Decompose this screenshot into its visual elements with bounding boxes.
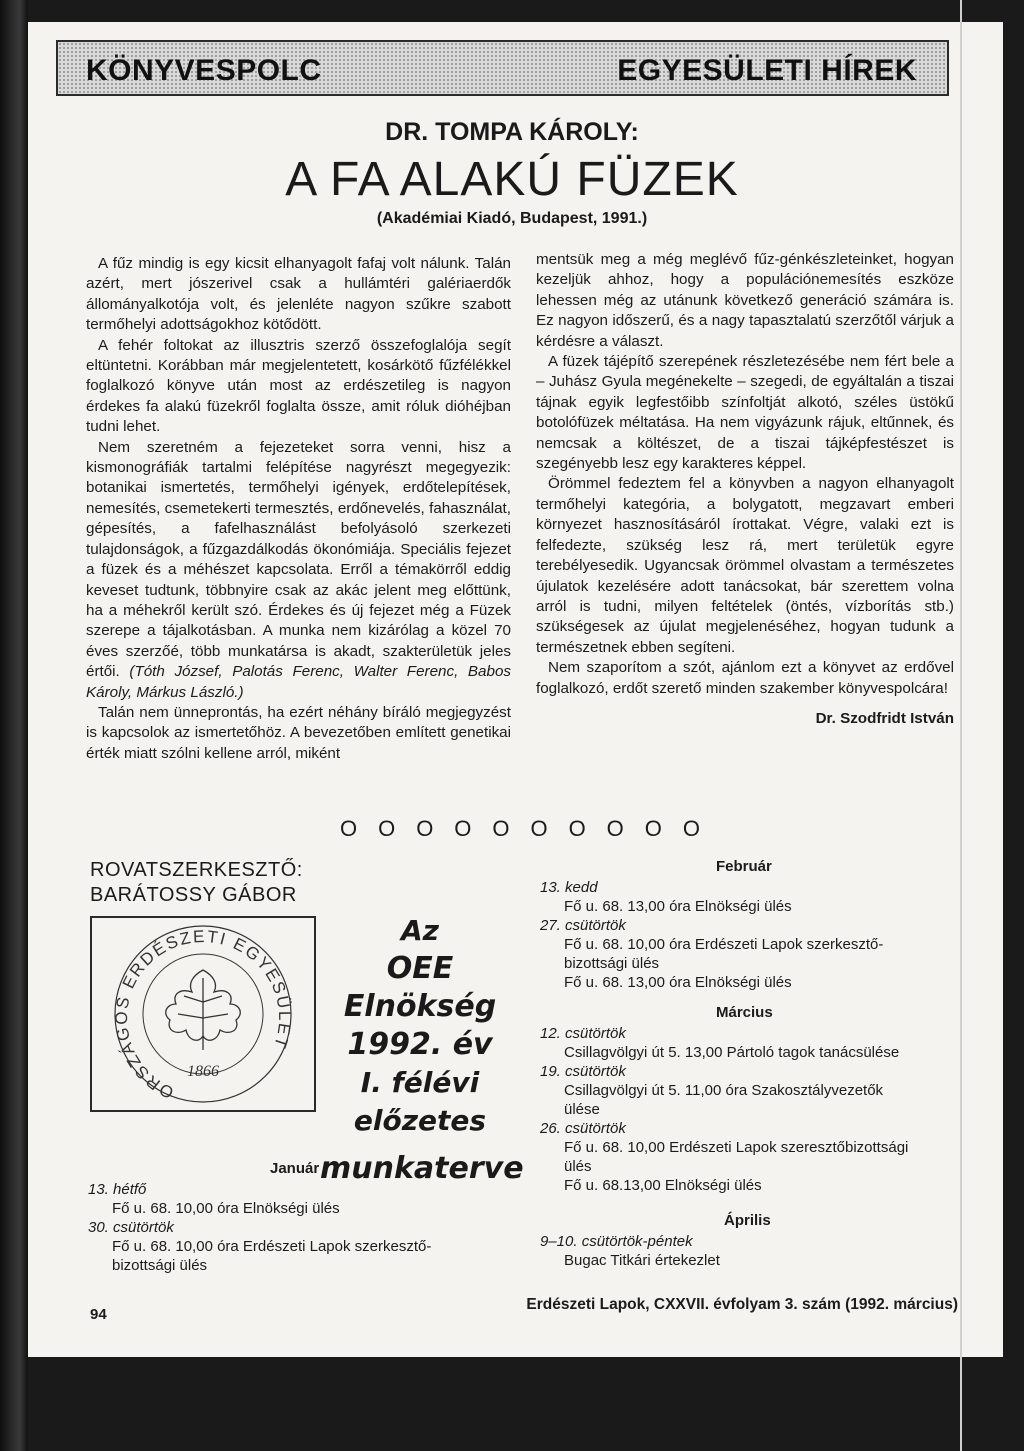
event-line: Fő u. 68. 13,00 óra Elnökségi ülés <box>564 898 792 915</box>
oak-leaf-icon <box>166 970 241 1050</box>
editor-role: ROVATSZERKESZTŐ: <box>90 859 303 881</box>
event-line: bizottsági ülés <box>564 955 660 972</box>
review-column-right <box>536 250 954 729</box>
section-title-right: EGYESÜLETI HÍREK <box>617 54 917 87</box>
schedule-event <box>88 1180 431 1275</box>
coauthors: (Tóth József, Palotás Ferenc, Walter Ferenc, Babos Károly, Márkus László.) <box>86 663 511 701</box>
schedule-event <box>540 878 883 992</box>
seal-ring-text: ORSZÁGOS ERDÉSZETI EGYESÜLET <box>111 926 295 1103</box>
event-line: Bugac Titkári értekezlet <box>564 1252 720 1269</box>
review-publisher: (Akadémiai Kiadó, Budapest, 1991.) <box>376 210 648 227</box>
event-line: ülése <box>564 1101 600 1118</box>
schedule-title-line: előzetes <box>353 1104 487 1137</box>
event-line: Fő u. 68. 10,00 Erdészeti Lapok szeresztőbizottsági <box>564 1139 909 1156</box>
editor-name: BARÁTOSSY GÁBOR <box>90 884 297 906</box>
paragraph: mentsük meg a még meglévő fűz-génkészleteinket, hogyan kezeljük ahhoz, hogy a populációnemesítés eszköze lehessen még az utánunk következő generáció számára is. Ez nagyon időszerű, és a nagy tapasztalatú szerzőtől várjuk a kérdésre a választ. <box>536 251 954 350</box>
review-author: DR. TOMPA KÁROLY: <box>385 118 639 146</box>
event-line: bizottsági ülés <box>112 1257 208 1274</box>
section-title-left: KÖNYVESPOLC <box>86 54 322 87</box>
separator-circle: O <box>416 816 434 841</box>
event-date: 9–10. csütörtök-péntek <box>540 1233 693 1250</box>
separator-circle: O <box>606 816 624 841</box>
month-heading-marcius: Március <box>716 1004 773 1021</box>
event-date: 27. csütörtök <box>540 917 626 934</box>
paragraph <box>86 438 511 703</box>
schedule-title-line: Az <box>401 914 439 947</box>
month-heading-aprilis: Április <box>724 1212 771 1229</box>
seal-year: 1866 <box>187 1063 219 1080</box>
event-line: Fő u. 68. 10,00 óra Elnökségi ülés <box>112 1200 340 1217</box>
event-date: 19. csütörtök <box>540 1063 626 1080</box>
schedule-event <box>540 1024 908 1195</box>
event-line: Fő u. 68. 13,00 óra Elnökségi ülés <box>564 974 792 991</box>
association-logo-box <box>90 916 316 1112</box>
paragraph: Nem szaporítom a szót, ajánlom ezt a könyvet az erdővel foglalkozó, erdőt szerető minden szakember könyvespolcára! <box>536 659 954 697</box>
section-header-bar <box>56 40 949 96</box>
event-line: ülés <box>564 1158 592 1175</box>
review-title: A FA ALAKÚ FÜZEK <box>285 153 739 206</box>
separator-circle: O <box>682 816 700 841</box>
separator-circle: O <box>378 816 396 841</box>
separator-circles <box>340 816 700 842</box>
separator-circle: O <box>340 816 358 841</box>
event-line: Fő u. 68.13,00 Elnökségi ülés <box>564 1177 762 1194</box>
paragraph: A füzek tájépítő szerepének részletezésébe nem fért bele a – Juhász Gyula megénekelte – szegedi, de egyáltalán a tiszai tájnak egyik legfestőibb színfoltját alkotó, széles üstökű botolófüzek méltatása. Ha nem vigyázunk rájuk, eltűnnek, és nemcsak a költészet, de a tiszai tájképfestészet is szegényebb lesz egy karakteres képpel. <box>536 353 954 473</box>
schedule-title <box>320 912 524 1188</box>
event-date: 13. hétfő <box>88 1181 147 1198</box>
event-date: 26. csütörtök <box>540 1120 626 1137</box>
separator-circle: O <box>454 816 472 841</box>
schedule-title-line: I. félévi <box>360 1066 480 1099</box>
month-heading-januar: Január <box>270 1160 320 1177</box>
event-date: 12. csütörtök <box>540 1025 626 1042</box>
schedule-title-line: 1992. év <box>347 1027 493 1062</box>
separator-circle: O <box>568 816 586 841</box>
separator-circle: O <box>644 816 662 841</box>
association-seal-icon <box>92 918 314 1110</box>
event-date: 13. kedd <box>540 879 598 896</box>
schedule-title-line: OEE Elnökség <box>343 951 497 1024</box>
paragraph-text: Nem szeretném a fejezeteket sorra venni, hisz a kismonográfiák tartalmi felépítése nagyrészt megegyezik: botanikai ismertetés, termőhelyi igények, erdőtelepítések, nemesítés, csemetekerti termesztés, erdőnevelés, fahasználat, gépesítés, a fafelhasználást befolyásoló szerkezeti tulajdonságok, a fűzgazdálkodás ökonómiája. Speciális fejezet a füzek és a méhészet kapcsolata. Erről a témakörről eddig keveset tudtunk, többnyire csak az akác jelent meg előttünk, ha a méhekről került szó. Érdekes és új fejezet még a Füzek szerepe a tájalkotásban. A munka nem kizárólag a közel 70 éves szerzőé, több munkatársa is akadt, szakterületük jeles értői. <box>86 438 511 681</box>
schedule-title-line: munkaterve <box>320 1151 524 1186</box>
separator-circle: O <box>530 816 548 841</box>
column-editor <box>90 858 303 908</box>
event-line: Csillagvölgyi út 5. 13,00 Pártoló tagok tanácsülése <box>564 1044 900 1061</box>
page-number: 94 <box>90 1306 107 1323</box>
paragraph: A fűz mindig is egy kicsit elhanyagolt fafaj volt nálunk. Talán azért, mert jószerivel csak a hullámtéri galériaerdők állományalkotója volt, és jelenléte nagyon szűkre szabott termőhelyi adottságokhoz kötődött. <box>86 255 511 334</box>
month-heading-februar: Február <box>716 858 772 875</box>
review-column-left <box>86 254 511 764</box>
separator-circle: O <box>492 816 510 841</box>
paragraph: Talán nem ünneprontás, ha ezért néhány bíráló megjegyzést is kapcsolok az ismertetőhöz. A bevezetőben említett genetikai érték miatt szólni kellene arról, miként <box>86 703 511 762</box>
event-date: 30. csütörtök <box>88 1219 174 1236</box>
event-line: Csillagvölgyi út 5. 11,00 óra Szakosztályvezetők <box>564 1082 884 1099</box>
schedule-event <box>540 1232 720 1270</box>
paragraph: Örömmel fedeztem fel a könyvben a nagyon elhanyagolt termőhelyi kategória, a bolygatott, megzavart emberi környezet hasznosításáról írottakat. Végre, valaki ezt is felfedezte, szükség lesz rá, mert területük egyre terebélyesedik. Ugyancsak örömmel olvastam a természetes újulatok kezelésére adott tanácsokat, bár szerettem volna arról is tudni, milyen feltételek (öntés, vízborítás stb.) szükségesek az újulat megjelenéséhez, hogyan tudunk a természetnek ebben segíteni. <box>536 475 954 656</box>
event-line: Fő u. 68. 10,00 óra Erdészeti Lapok szerkesztő- <box>112 1238 432 1255</box>
review-signature: Dr. Szodfridt István <box>815 709 954 727</box>
paragraph: A fehér foltokat az illusztris szerző összefoglalója segít eltüntetni. Korábban már megjelentetett, kosárkötő fűzfélékkel foglalkozó könyve után most az erdészetileg is nagyon érdekes fa alakú füzekről foglalta össze, amit róluk dióhéjban tudni lehet. <box>86 336 511 436</box>
event-line: Fő u. 68. 10,00 óra Erdészeti Lapok szerkesztő- <box>564 936 884 953</box>
journal-footer: Erdészeti Lapok, CXXVII. évfolyam 3. szám (1992. március) <box>526 1296 958 1313</box>
